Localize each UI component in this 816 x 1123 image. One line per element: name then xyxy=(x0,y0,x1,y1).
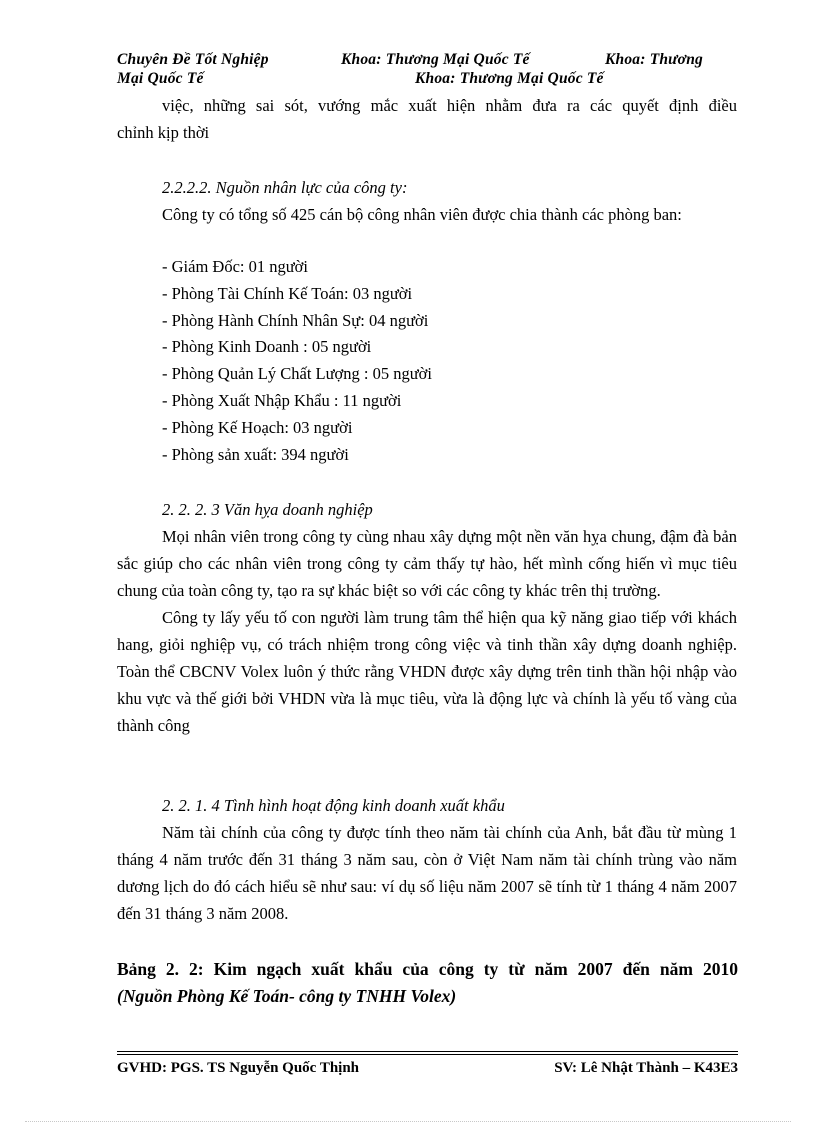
list-item: - Phòng Xuất Nhập Khẩu : 11 người xyxy=(162,390,402,410)
list-item: - Giám Đốc: 01 người xyxy=(162,257,308,276)
culture-paragraph-1: Mọi nhân viên trong công ty cùng nhau xây dựng một nền văn hỵa chung, đậm đà bản sắc giúp cho các nhân viên trong công ty cảm thấy tự hào, hết mình cống hiến vì mục tiêu chung của toàn công ty, tạo ra sự khác biệt so với các công ty khác trên thị trường. xyxy=(117,527,737,600)
intro-line-2: chỉnh kịp thời xyxy=(117,123,210,142)
list-item: - Phòng Kinh Doanh : 05 người xyxy=(162,337,372,357)
list-item: - Phòng sản xuất: 394 người xyxy=(162,444,349,464)
section-export-title: 2. 2. 1. 4 Tình hình hoạt động kinh doanh xuất khẩu xyxy=(162,796,505,815)
intro-paragraph xyxy=(117,92,737,146)
hr-paragraph xyxy=(117,201,737,228)
list-item: - Phòng Quản Lý Chất Lượng : 05 người xyxy=(162,364,432,384)
table-source: (Nguồn Phòng Kế Toán- công ty TNHH Volex) xyxy=(117,986,457,1006)
hr-paragraph-text: Công ty có tổng số 425 cán bộ công nhân viên được chia thành các phòng ban: xyxy=(162,205,682,224)
footer-rule-bottom xyxy=(117,1054,738,1055)
footer-supervisor: GVHD: PGS. TS Nguyễn Quốc Thịnh xyxy=(117,1060,360,1076)
list-item: - Phòng Kế Hoạch: 03 người xyxy=(162,417,353,437)
header-title-cont: Mại Quốc Tế xyxy=(117,70,204,87)
department-list xyxy=(162,254,432,468)
culture-paragraphs xyxy=(117,523,737,739)
intro-line-1: việc, những sai sót, vướng mắc xuất hiện nhằm đưa ra các quyết định điều xyxy=(162,96,737,115)
export-paragraph-text: Năm tài chính của công ty được tính theo năm tài chính của Anh, bắt đầu từ mùng 1 tháng 4 năm trước đến 31 tháng 3 năm sau, còn ở Việt Nam năm tài chính trùng vào năm dương lịch do đó cách hiểu sẽ như sau: ví dụ số liệu năm 2007 sẽ tính từ 1 tháng 4 năm 2007 đến 31 tháng 3 năm 2008. xyxy=(117,823,737,923)
header-title: Chuyên Đề Tốt Nghiệp xyxy=(117,51,269,68)
footer-rule-top xyxy=(117,1051,738,1052)
header-faculty: Khoa: Thương Mại Quốc Tế xyxy=(341,51,530,68)
list-item: - Phòng Tài Chính Kế Toán: 03 người xyxy=(162,283,413,303)
export-paragraph xyxy=(117,819,737,927)
table-title: Bảng 2. 2: Kim ngạch xuất khẩu của công ty từ năm 2007 đến năm 2010 xyxy=(117,959,738,979)
culture-paragraph-2: Công ty lấy yếu tố con người làm trung tâm thể hiện qua kỹ năng giao tiếp với khách hang, giỏi nghiệp vụ, có trách nhiệm trong công việc và tinh thần xây dựng doanh nghiệp. Toàn thể CBCNV Volex luôn ý thức rằng VHDN được xây dựng trên tinh thần hội nhập vào khu vực và thế giới bởi VHDN vừa là mục tiêu, vừa là động lực và chính là yếu tố vàng của thành công xyxy=(117,608,737,735)
section-culture-title: 2. 2. 2. 3 Văn hỵa doanh nghiệp xyxy=(162,500,373,519)
header-faculty-2: Khoa: Thương Mại Quốc Tế xyxy=(415,70,604,87)
page-boundary xyxy=(25,1121,791,1122)
list-item: - Phòng Hành Chính Nhân Sự: 04 người xyxy=(162,310,429,330)
header-faculty-repeat: Khoa: Thương xyxy=(605,51,703,68)
section-hr-title: 2.2.2.2. Nguồn nhân lực của công ty: xyxy=(162,178,408,197)
footer-student: SV: Lê Nhật Thành – K43E3 xyxy=(554,1060,738,1076)
